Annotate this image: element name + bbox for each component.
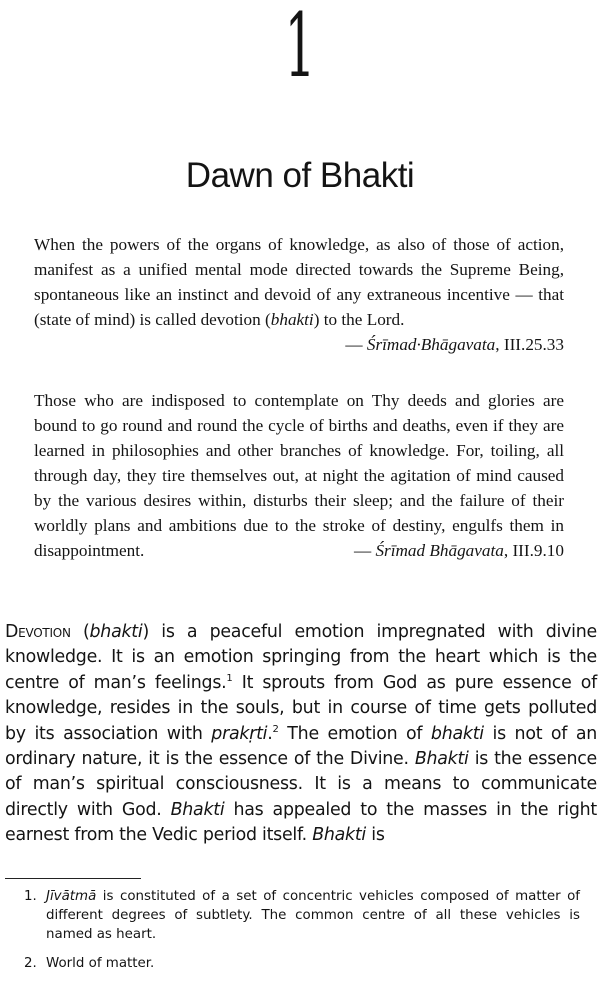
footnote-text — [46, 887, 580, 944]
italic-term: bhakti — [89, 622, 143, 642]
italic-term: Bhakti — [414, 749, 469, 770]
epigraph — [34, 232, 564, 357]
text-run: It sprouts from God as pure essence of knowledge, resides in the souls, but in course of time gets polluted by its association with — [5, 672, 597, 744]
text-run: is not of an ordinary nature, it is the essence of the Divine. — [5, 723, 597, 770]
footnote-body: is constituted of a set of concentric vehicles composed of matter of different degrees of subtlety. The common centre of all these vehicles is named as heart. — [46, 889, 580, 942]
text-run: The emotion of — [278, 723, 431, 744]
footnote-ref: 2 — [272, 723, 279, 735]
citation-dash: — — [353, 541, 376, 560]
epigraph-citation — [345, 332, 564, 357]
epigraph-text: When the powers of the organs of knowledge, as also of those of action, manifest as a unified mental mode directed towards the Supreme Being, spontaneous like an instinct and devoid of any extraneous incentive — that (state of mind) is called devotion ( — [34, 235, 564, 329]
epigraph-term: bhakti — [270, 310, 314, 329]
chapter-number: 1 — [284, 0, 316, 97]
footnote-divider — [5, 878, 141, 879]
footnote-term: Jīvātmā — [46, 889, 97, 904]
footnote-number: 2. — [24, 956, 37, 971]
body-paragraph — [5, 620, 597, 849]
text-run: ) is a peaceful emotion impregnated with divine knowledge. It is an emotion springing from the heart which is the centre of man’s feelings. — [5, 622, 597, 693]
footnote — [24, 954, 580, 973]
text-run: is — [366, 825, 385, 846]
epigraph-text: ) to the Lord. — [313, 310, 405, 329]
text-run: . — [267, 723, 273, 744]
italic-term: Bhakti — [170, 799, 225, 820]
citation-source: Śrīmad Bhāgavata — [375, 541, 504, 560]
epigraph — [34, 388, 564, 563]
footnote-ref: 1 — [226, 673, 233, 685]
footnote — [24, 887, 580, 944]
footnote-number: 1. — [24, 889, 37, 904]
italic-term: Bhakti — [312, 825, 367, 846]
citation-dash: — — [345, 335, 367, 354]
text-run: has appealed to the masses in the right earnest from the Vedic period itself. — [5, 799, 597, 846]
epigraph-text: Those who are indisposed to contemplate on Thy deeds and glories are bound to go round and round the cycle of births and deaths, even if they are learned in philosophies and other branches of knowledge. For, toiling, all through day, they tire themselves out, at night the agitation of mind caused by the various desires within, disturbs their sleep; and the failure of their worldly plans and ambitions due to the stroke of destiny, engulfs them in disappointment. — [34, 391, 564, 560]
citation-source: Śrīmad·Bhāgavata — [366, 335, 496, 354]
chapter-title: Dawn of Bhakti — [185, 156, 415, 195]
lead-word: Devotion — [5, 622, 71, 642]
italic-term: prakṛti — [211, 723, 268, 744]
citation-ref: , III.25.33 — [495, 335, 564, 354]
footnotes — [24, 887, 580, 983]
epigraph-citation — [354, 538, 564, 563]
footnote-text: World of matter. — [46, 956, 155, 971]
italic-term: bhakti — [430, 723, 484, 744]
text-run: ( — [70, 622, 90, 642]
text-run: is the essence of man’s spiritual consciousness. It is a means to communicate directly with God. — [5, 749, 597, 820]
citation-ref: , III.9.10 — [503, 541, 564, 560]
